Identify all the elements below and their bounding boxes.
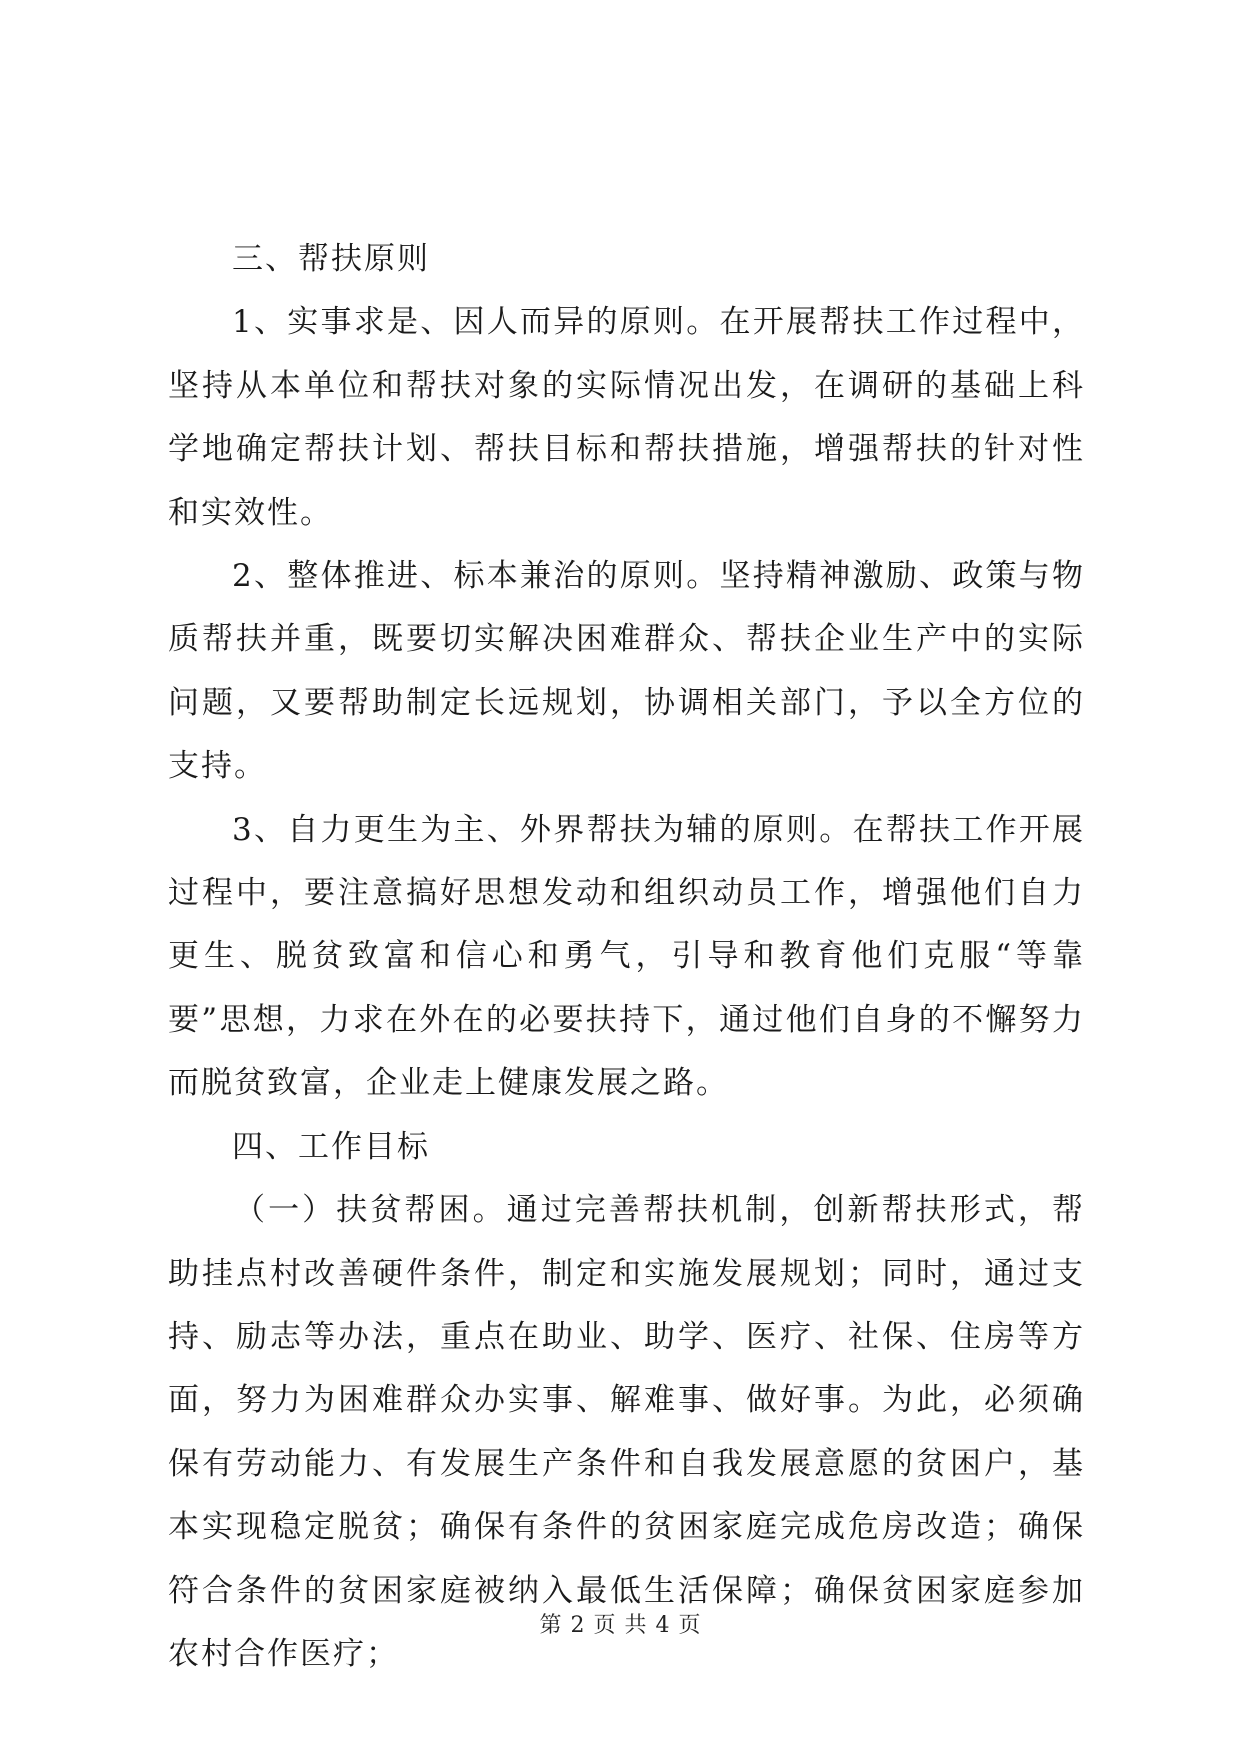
paragraph-goal-1: （一）扶贫帮困。通过完善帮扶机制，创新帮扶形式，帮助挂点村改善硬件条件，制定和实施发展规划；同时，通过支持、励志等办法，重点在助业、助学、医疗、社保、住房等方面，努力为困难群众办实事、解难事、做好事。为此，必须确保有劳动能力、有发展生产条件和自我发展意愿的贫困户，基本实现稳定脱贫；确保有条件的贫困家庭完成危房改造；确保符合条件的贫困家庭被纳入最低生活保障；确保贫困家庭参加农村合作医疗；	[168, 1192, 1085, 1672]
section-heading-goals: 四、工作目标	[232, 1128, 430, 1165]
document-body	[168, 228, 1085, 1686]
paragraph-principle-3: 3、自力更生为主、外界帮扶为辅的原则。在帮扶工作开展过程中，要注意搞好思想发动和组织动员工作，增强他们自力更生、脱贫致富和信心和勇气，引导和教育他们克服“等靠要”思想，力求在外在的必要扶持下，通过他们自身的不懈努力而脱贫致富，企业走上健康发展之路。	[168, 811, 1085, 1102]
paragraph-principle-2: 2、整体推进、标本兼治的原则。坚持精神激励、政策与物质帮扶并重，既要切实解决困难群众、帮扶企业生产中的实际问题，又要帮助制定长远规划，协调相关部门，予以全方位的支持。	[168, 558, 1085, 785]
page-footer: 第 2 页 共 4 页	[539, 1613, 702, 1638]
section-heading-principles: 三、帮扶原则	[232, 241, 430, 277]
paragraph-principle-1: 1、实事求是、因人而异的原则。在开展帮扶工作过程中，坚持从本单位和帮扶对象的实际情况出发，在调研的基础上科学地确定帮扶计划、帮扶目标和帮扶措施，增强帮扶的针对性和实效性。	[168, 304, 1085, 531]
